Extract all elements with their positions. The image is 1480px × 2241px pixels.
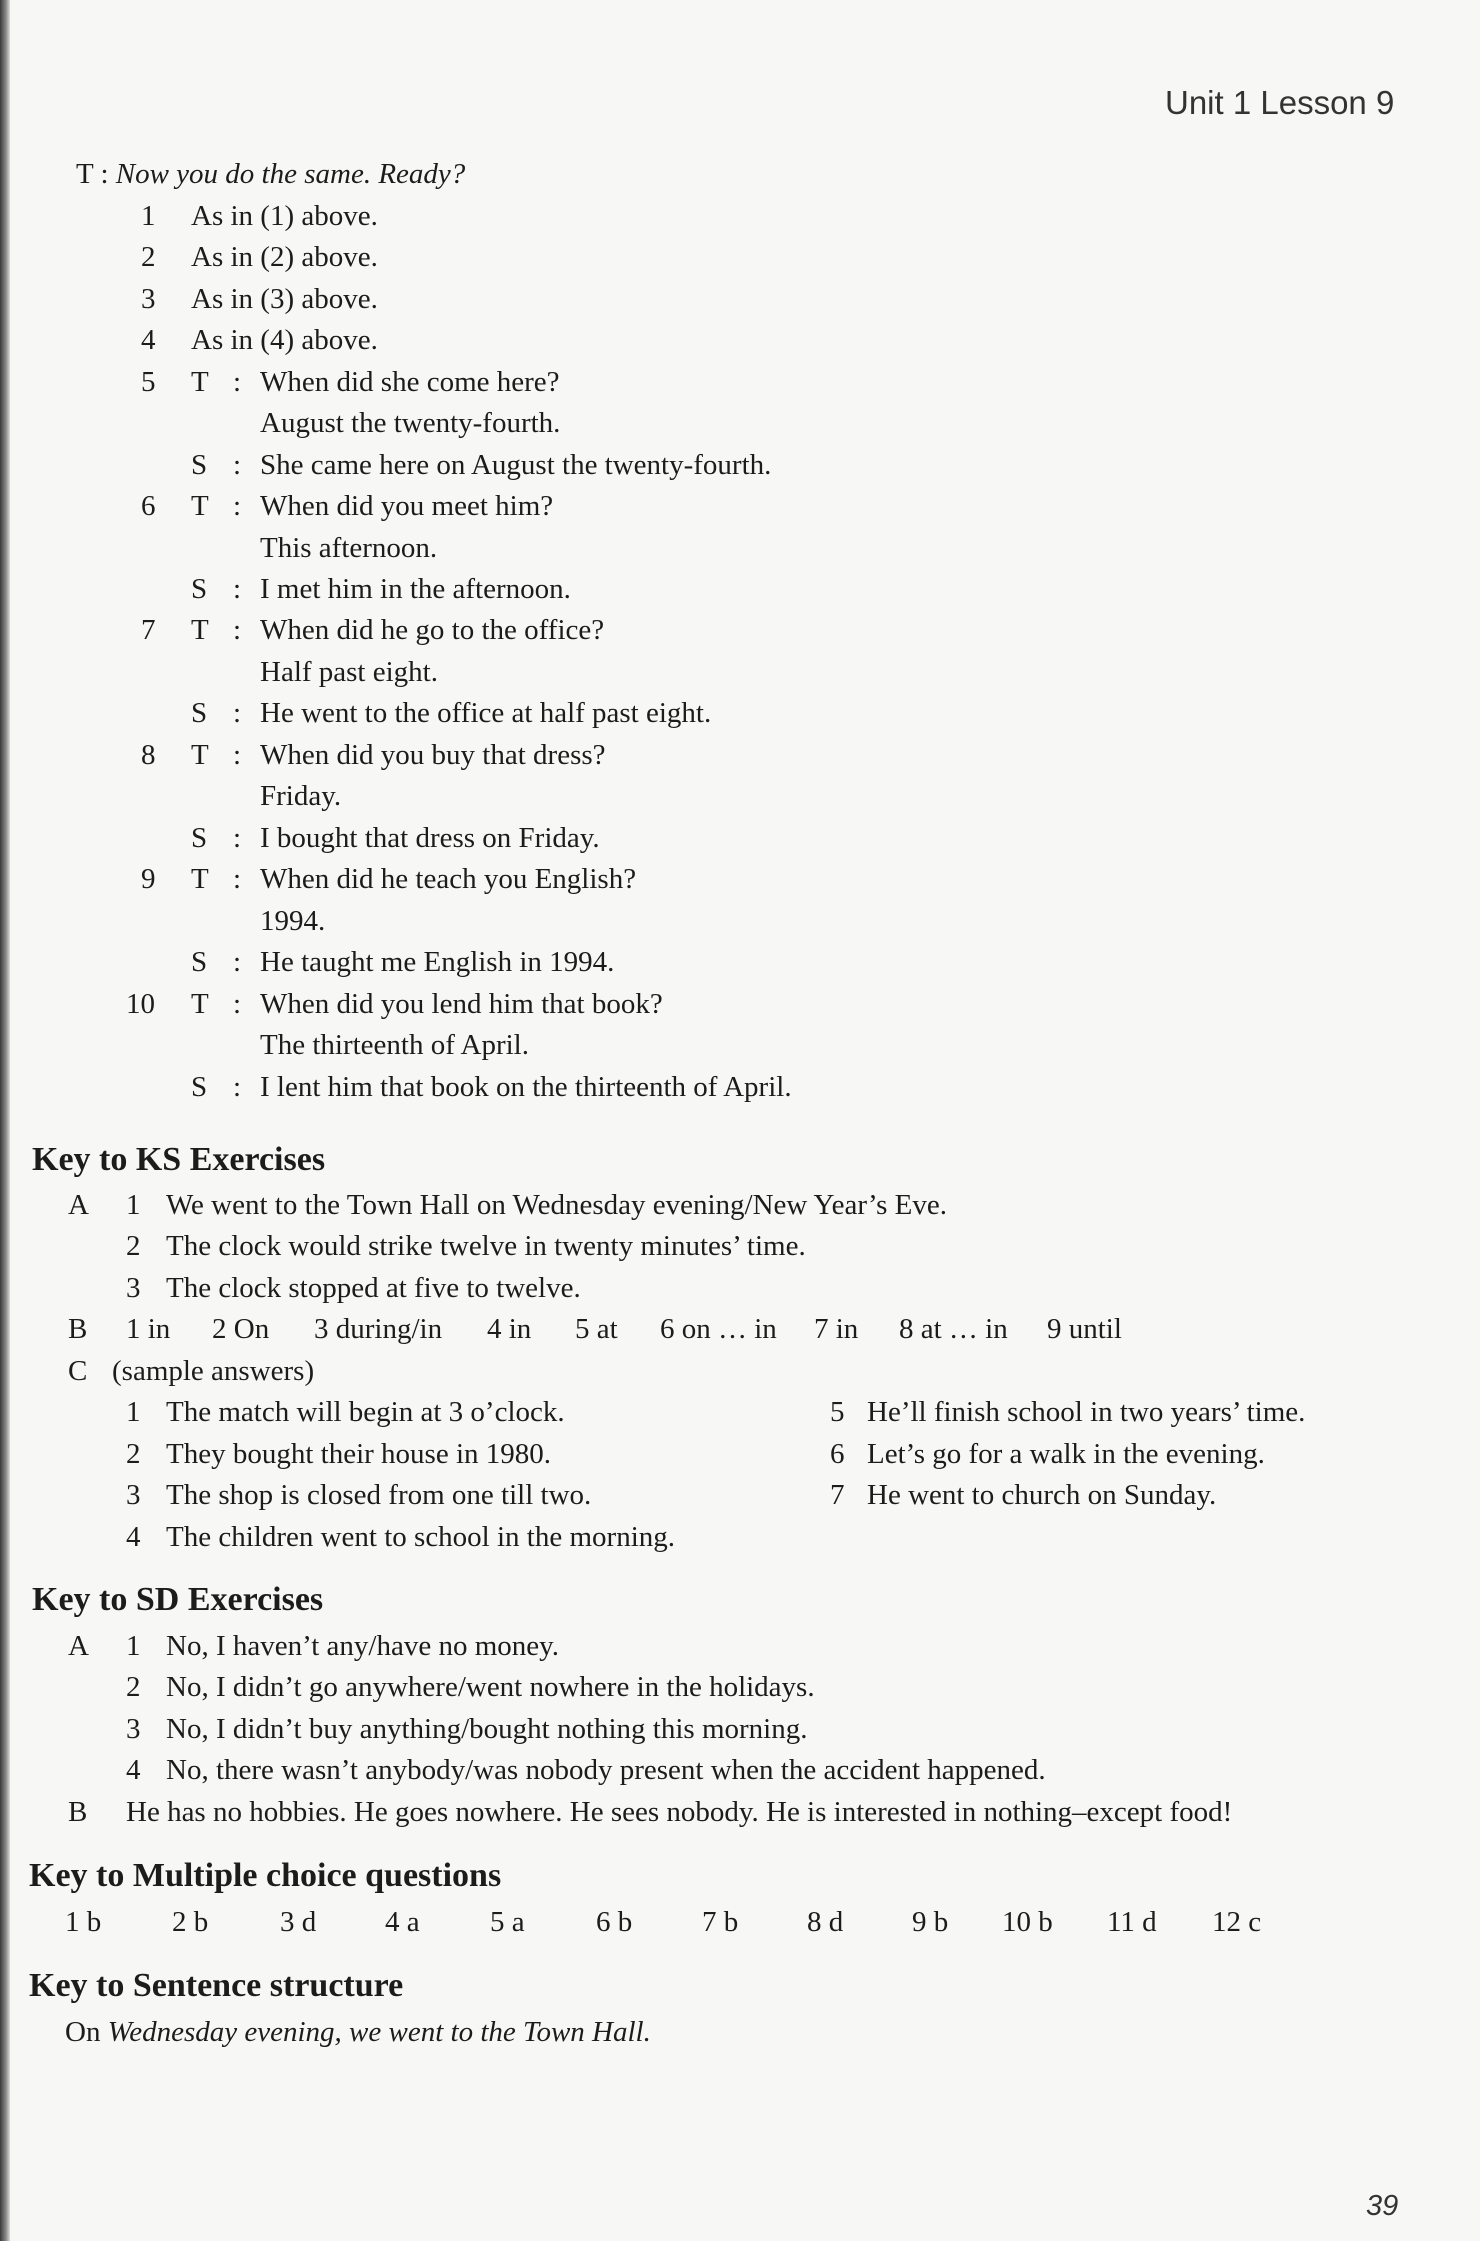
cue-text: Friday. [260,780,342,812]
drill-intro-speaker: T : [76,158,109,190]
ks-a-number: 3 [126,1272,141,1304]
drill-item-text: As in (1) above. [191,200,378,232]
ks-b-answer: 2 On [212,1313,270,1345]
mc-answer: 3 d [280,1906,317,1938]
student-label: S [191,1071,208,1103]
drill-item-number: 9 [141,863,156,895]
cue-text: August the twenty-fourth. [260,407,561,439]
ks-b-answer: 4 in [487,1313,532,1345]
student-label: S [191,449,208,481]
ks-c-number: 7 [830,1479,845,1511]
colon-separator: : [233,822,242,854]
ks-c-text: He went to church on Sunday. [867,1479,1217,1511]
mc-answer: 1 b [65,1906,102,1938]
student-label: S [191,946,208,978]
student-answer: She came here on August the twenty-fourth. [260,449,772,481]
teacher-question: When did you meet him? [260,490,554,522]
sd-a-number: 1 [126,1630,141,1662]
ks-section-c-label: C [68,1355,88,1387]
ks-a-text: The clock stopped at five to twelve. [166,1272,581,1304]
teacher-label: T [191,988,209,1020]
colon-separator: : [233,988,242,1020]
cue-text: The thirteenth of April. [260,1029,529,1061]
drill-item-number: 8 [141,739,156,771]
teacher-label: T [191,366,209,398]
mc-answer: 4 a [385,1906,420,1938]
ss-italic-text: Wednesday evening, we went to the Town Hall. [107,2016,651,2048]
sd-a-text: No, I haven’t any/have no money. [166,1630,560,1662]
colon-separator: : [233,490,242,522]
ks-c-number: 4 [126,1521,141,1553]
drill-item-number: 10 [126,988,155,1020]
ks-b-answer: 1 in [126,1313,171,1345]
ks-c-text: The match will begin at 3 o’clock. [166,1396,565,1428]
teacher-question: When did he go to the office? [260,614,605,646]
cue-text: Half past eight. [260,656,438,688]
ks-c-text: He’ll finish school in two years’ time. [867,1396,1306,1428]
mc-answer: 5 a [490,1906,525,1938]
student-label: S [191,573,208,605]
teacher-label: T [191,490,209,522]
colon-separator: : [233,697,242,729]
student-answer: He went to the office at half past eight. [260,697,712,729]
sd-a-number: 4 [126,1754,141,1786]
colon-separator: : [233,614,242,646]
cue-text: 1994. [260,905,326,937]
sd-section-a-label: A [68,1630,89,1662]
drill-item-number: 7 [141,614,156,646]
ks-c-number: 2 [126,1438,141,1470]
drill-item-number: 6 [141,490,156,522]
book-binding-edge [0,0,10,2241]
drill-item-text: As in (4) above. [191,324,378,356]
student-answer: I bought that dress on Friday. [260,822,600,854]
drill-item-text: As in (2) above. [191,241,378,273]
ks-c-text: They bought their house in 1980. [166,1438,552,1470]
mc-answer: 10 b [1002,1906,1053,1938]
colon-separator: : [233,739,242,771]
running-header: Unit 1 Lesson 9 [1165,84,1395,121]
teacher-question: When did you lend him that book? [260,988,663,1020]
ks-b-answer: 3 during/in [314,1313,443,1345]
colon-separator: : [233,946,242,978]
sd-b-text: He has no hobbies. He goes nowhere. He sees nobody. He is interested in nothing–except food! [126,1796,1233,1828]
ks-c-number: 1 [126,1396,141,1428]
teacher-label: T [191,614,209,646]
sd-section-b-label: B [68,1796,88,1828]
drill-item-text: As in (3) above. [191,283,378,315]
mc-answer: 2 b [172,1906,209,1938]
student-answer: I lent him that book on the thirteenth of April. [260,1071,792,1103]
colon-separator: : [233,366,242,398]
drill-item-number: 3 [141,283,156,315]
mc-answer: 12 c [1212,1906,1262,1938]
colon-separator: : [233,1071,242,1103]
student-answer: I met him in the afternoon. [260,573,571,605]
ks-b-answer: 7 in [814,1313,859,1345]
ks-c-text: The children went to school in the morning. [166,1521,676,1553]
ks-heading: Key to KS Exercises [32,1141,326,1178]
drill-item-number: 4 [141,324,156,356]
ks-a-text: The clock would strike twelve in twenty minutes’ time. [166,1230,806,1262]
sd-heading: Key to SD Exercises [32,1581,324,1618]
ks-b-answer: 9 until [1047,1313,1122,1345]
teacher-question: When did she come here? [260,366,560,398]
colon-separator: : [233,573,242,605]
ks-c-number: 3 [126,1479,141,1511]
ks-section-a-label: A [68,1189,89,1221]
ks-c-text: The shop is closed from one till two. [166,1479,592,1511]
page-number: 39 [1366,2190,1399,2222]
cue-text: This afternoon. [260,532,438,564]
sd-a-text: No, I didn’t go anywhere/went nowhere in the holidays. [166,1671,815,1703]
sd-a-number: 3 [126,1713,141,1745]
mc-answer: 9 b [912,1906,949,1938]
ks-c-text: Let’s go for a walk in the evening. [867,1438,1265,1470]
colon-separator: : [233,863,242,895]
ks-b-answer: 5 at [575,1313,618,1345]
sd-a-text: No, I didn’t buy anything/bought nothing this morning. [166,1713,808,1745]
ss-answer-line [65,2016,651,2049]
ks-b-answer: 8 at … in [899,1313,1008,1345]
drill-intro-line [76,158,465,191]
student-label: S [191,697,208,729]
ks-a-number: 2 [126,1230,141,1262]
ks-c-note: (sample answers) [112,1355,315,1387]
ks-c-number: 5 [830,1396,845,1428]
mc-heading: Key to Multiple choice questions [29,1857,502,1894]
teacher-label: T [191,863,209,895]
ks-b-answer: 6 on … in [660,1313,777,1345]
mc-answer: 8 d [807,1906,844,1938]
ks-c-number: 6 [830,1438,845,1470]
drill-item-number: 5 [141,366,156,398]
drill-item-number: 2 [141,241,156,273]
ks-a-number: 1 [126,1189,141,1221]
student-answer: He taught me English in 1994. [260,946,615,978]
ks-section-b-label: B [68,1313,88,1345]
drill-item-number: 1 [141,200,156,232]
ss-prefix: On [65,2016,101,2048]
sd-a-text: No, there wasn’t anybody/was nobody present when the accident happened. [166,1754,1046,1786]
student-label: S [191,822,208,854]
teacher-question: When did he teach you English? [260,863,637,895]
teacher-label: T [191,739,209,771]
mc-answer: 6 b [596,1906,633,1938]
mc-answer: 11 d [1107,1906,1157,1938]
ss-heading: Key to Sentence structure [29,1967,404,2004]
teacher-question: When did you buy that dress? [260,739,606,771]
sd-a-number: 2 [126,1671,141,1703]
mc-answer: 7 b [702,1906,739,1938]
colon-separator: : [233,449,242,481]
drill-intro-text: Now you do the same. Ready? [115,158,466,190]
ks-a-text: We went to the Town Hall on Wednesday evening/New Year’s Eve. [166,1189,947,1221]
